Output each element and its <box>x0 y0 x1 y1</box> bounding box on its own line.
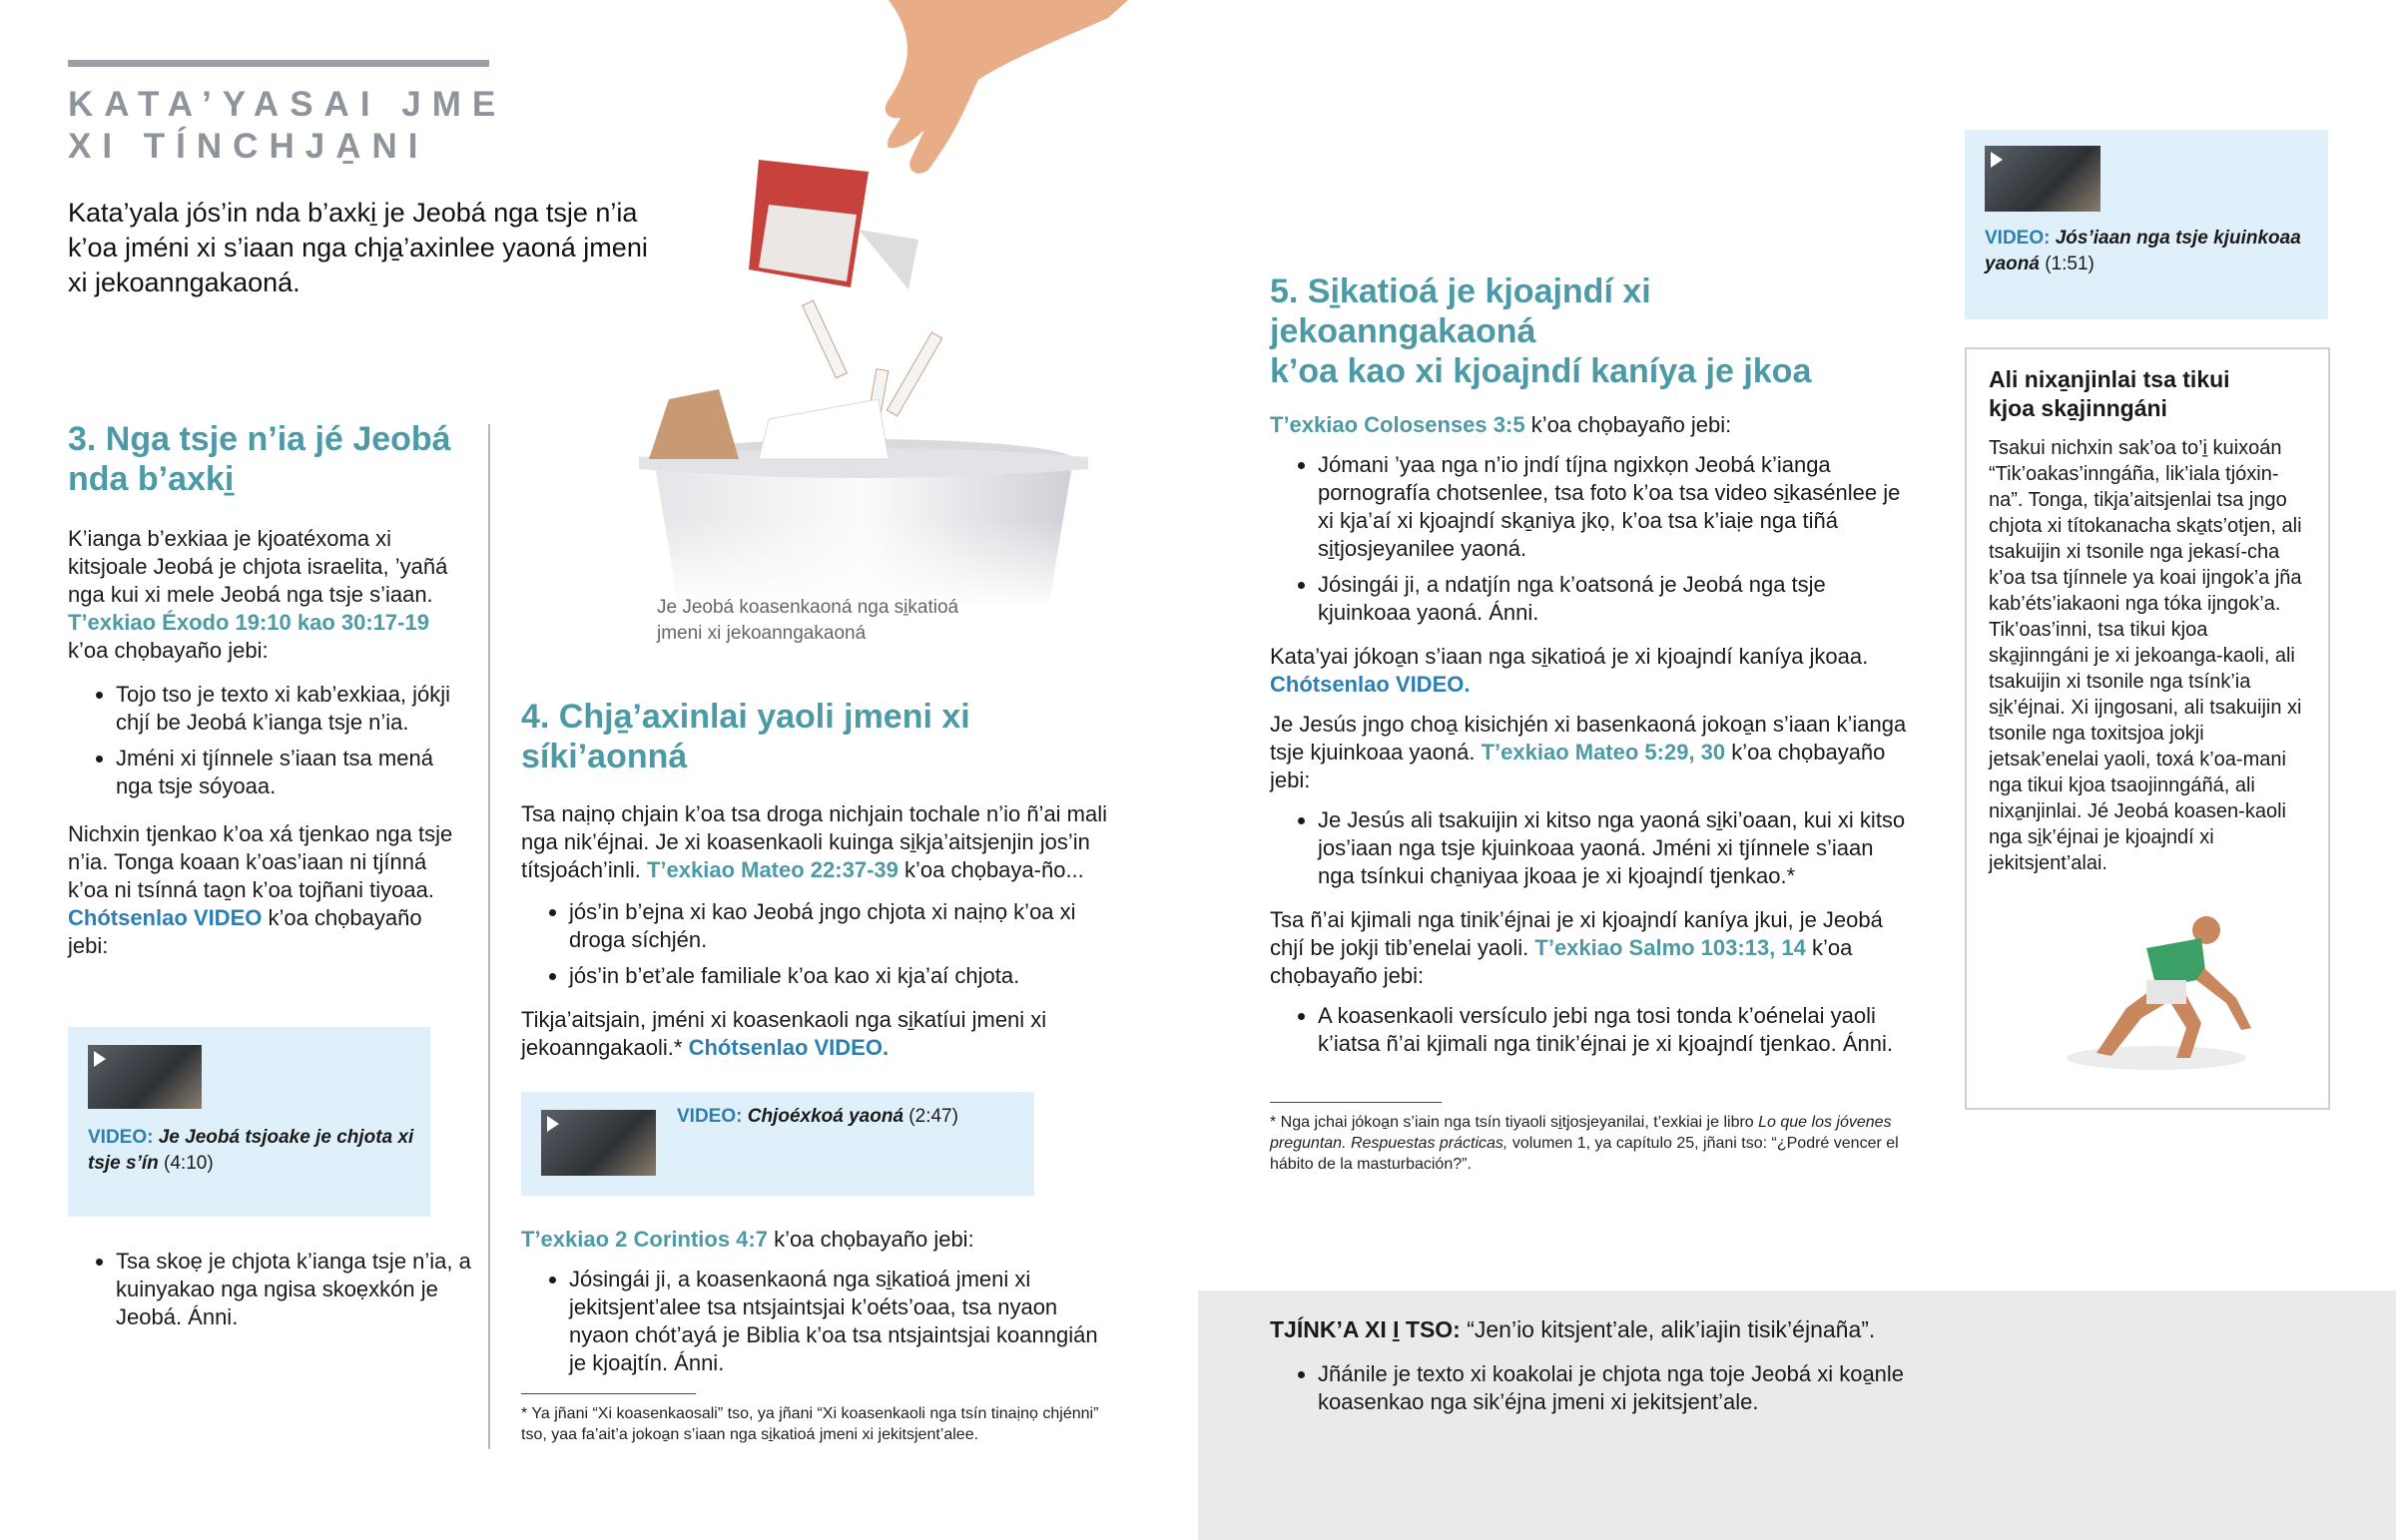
bottom-summary-box <box>1198 1290 2396 1540</box>
video-caption: VIDEO: Chjoéxkoá yaoná (2:47) <box>677 1106 958 1127</box>
video-caption: VIDEO: Je Jeobá tsjoake je chjota xi tsje s’ín (4:10) <box>88 1127 414 1174</box>
list-item: • Je Jesús ali tsakuijin xi kitso nga yaoná si̱ki’oaan, kui xi kitso jos’iaan nga tsje kjuinkoaa yaoná. Jméni xi tjínnele s’iaan nga tsínkui cha̱niyaa jkoaa je xi kjoajndí tjenkao.* <box>1318 806 1909 890</box>
section-5-bullets3 <box>1270 1002 1909 1058</box>
list-item: • Tsa skoẹ je chjota k’ianga tsje n’ia, a kuinyakao nga ngisa skoẹxkón je Jeobá. Ánni. <box>116 1248 495 1331</box>
section-5-para2: Kata’yai jókoa̱n s’iaan nga si̱katioá je xi kjoajndí kaníya jkoaa. Chótsenlao VIDEO. <box>1270 644 1869 697</box>
section-4-ref2: T’exkiao 2 Corintios 4:7 k’oa chọbayaño jebi: <box>521 1227 974 1252</box>
list-item: • Jósingái ji, a koasenkaoná nga si̱katioá jmeni xi jekitsjent’alee tsa ntsjaintsjai k’oéts’oaa, tsa nyaon nyaon chót’ayá je Biblia k’oa tsa ntsjaintsjai koanngián je kjoajtín. Ánni. <box>569 1266 1120 1377</box>
section-3-title: 3. Nga tsje n’ia jé Jeobá nda b’axki̱ <box>68 420 451 498</box>
section-4-para2: Tikja’aitsjain, jméni xi koasenkaoli nga si̱katíui jmeni xi jekoanngakaoli.* Chótsenlao VIDEO. <box>521 1007 1047 1060</box>
video-thumbnail[interactable] <box>541 1110 656 1176</box>
section-5 <box>1270 271 1909 1066</box>
list-item: • Tojo tso je texto xi kab’exkiaa, jókji chjí be Jeobá k’ianga tsje n’ia. <box>116 681 467 737</box>
scripture-link-mateo-22[interactable]: T’exkiao Mateo 22:37-39 <box>646 857 898 882</box>
scripture-link-mateo-5[interactable]: T’exkiao Mateo 5:29, 30 <box>1481 740 1726 765</box>
runner-illustration <box>2057 908 2256 1078</box>
summary-bullets <box>1270 1360 1997 1424</box>
cigarette-icon <box>803 300 848 378</box>
section-5-bullets2 <box>1270 806 1909 890</box>
image-caption-line1: Je Jeobá koasenkaoná nga si̱katioá <box>657 597 959 618</box>
video-card-3[interactable] <box>1965 130 2328 319</box>
cigarette-pack-icon <box>749 160 869 287</box>
section-4 <box>521 697 1120 1062</box>
video-card-1[interactable] <box>68 1027 430 1217</box>
section-5-ref1: T’exkiao Colosenses 3:5 k’oa chọbayaño jebi: <box>1270 412 1732 437</box>
hand-icon <box>886 0 1128 174</box>
section-5-title: 5. Si̱katioá je kjoajndí xi jekoanngakaoná k’oa kao xi kjoajndí kaníya je jkoa <box>1270 272 1812 390</box>
section-4-part2 <box>521 1226 1120 1385</box>
section-3-para1: K’ianga b’exkiaa je kjoatéxoma xi kitsjoale Jeobá je chjota israelita, ’yañá nga kui xi mele Jeobá nga tsje s’iaan. T’exkiao Éxodo 19:10 kao 30:17-19 k’oa chọbayaño jebi: <box>68 526 448 663</box>
video-thumbnail[interactable] <box>1985 146 2100 212</box>
section-3-bullets <box>68 681 467 800</box>
page-title-line2: XI TÍNCHJA̱NI <box>68 127 429 166</box>
scripture-link-corintios[interactable]: T’exkiao 2 Corintios 4:7 <box>521 1227 768 1252</box>
section-4-para1: Tsa naịnọ chjain k’oa tsa droga nichjain tochale n’io ñ’ai mali nga nik’éjnai. Je xi koasenkaoli kuinga si̱kja’aitsjenjin jos’in títsjoách’inli. T’exkiao Mateo 22:37-39 k’oa chọbaya-ño... <box>521 801 1108 882</box>
page-title <box>68 84 506 168</box>
watch-video-link[interactable]: Chótsenlao VIDEO. <box>1270 672 1471 697</box>
section-4-title: 4. Chja̱’axinlai yaoli jmeni xi síki’aonná <box>521 698 970 775</box>
video-card-2[interactable] <box>521 1092 1034 1196</box>
section-5-bullets1 <box>1270 451 1909 627</box>
sidebar-text: Tsakui nichxin sak’oa to’i̱ kuixoán “Tik’oakas’inngáña, lik’iala tjóxin-na”. Tonga, tikja’aitsjenlai tsa jngo chjota xi títokanacha ska̱ts’otjen, ali tsakuijin xi tsonile nga jekasí-cha k’oa tsa tjínnele ya koai ijngok’a jña kab’éts’iakaoni nga tóka ijngok’a. Tik’oas’inni, tsa tikui kjoa ska̱jinngáni je xi jekoanga-kaoli, ali tsakuijin xi tsonile nga tsínk’ia si̱k’éjnai. Xi ijngosani, ali tsakuijin xi tsonile nga toxitsjoa jokji jetsak’enelai yaoli, toxá k’oa-mani nga tikui kjoa tsaojinngáñá, ali nixa̱njinlai. Jé Jeobá koasen-kaoli nga si̱k’éjnai je kjoajndí xi jekitsjent’alai. <box>1989 437 2302 874</box>
list-item: • jós’in b’et’ale familiale k’oa kao xi kja’aí chjota. <box>569 962 1120 990</box>
section-5-para4: Tsa ñ’ai kjimali nga tinik’éjnai je xi kjoajndí kaníya jkui, je Jeobá chjí be jokji tib’enelai yaoli. T’exkiao Salmo 103:13, 14 k’oa chọbayaño jebi: <box>1270 907 1883 988</box>
section-3-para2: Nichxin tjenkao k’oa xá tjenkao nga tsje n’ia. Tonga koaan k’oas’iaan ni tjínná k’oa ni tsínná tao̱n k’oa tojñani tiyoaa. Chótsenlao VIDEO k’oa chọbayaño jebi: <box>68 821 453 958</box>
column-divider <box>488 424 490 1449</box>
header-rule <box>68 60 489 67</box>
scripture-link-colosenses[interactable]: T’exkiao Colosenses 3:5 <box>1270 412 1525 437</box>
list-item: • A koasenkaoli versículo jebi nga tosi tonda k’oénelai yaoli k’iatsa ñ’ai kjimali nga tinik’éjnai je xi kjoajndí tjenkao. Ánni. <box>1318 1002 1909 1058</box>
watch-video-link[interactable]: Chótsenlao VIDEO <box>68 905 263 930</box>
section-4-bullets2 <box>521 1266 1120 1377</box>
play-icon <box>1991 152 2003 168</box>
list-item: • Jósingái ji, a ndatjín nga k’oatsoná je Jeobá nga tsje kjuinkoaa yaoná. Ánni. <box>1318 571 1909 627</box>
video-caption: VIDEO: Jós’iaan nga tsje kjuinkoaa yaoná (1:51) <box>1985 228 2301 274</box>
list-item: • Jñánile je texto xi koakolai je chjota nga toje Jeobá xi koa̱nle koasenkao nga sik’éjna jmeni xi jekitsjent’ale. <box>1318 1360 1997 1416</box>
section-4-bullets <box>521 898 1120 990</box>
footnote-rule <box>521 1393 696 1394</box>
section-3 <box>68 419 467 960</box>
intro-text: Kata’yala jós’in nda b’axki̱ je Jeobá nga tsje n’ia k’oa jméni xi s’iaan nga chja̱’axinlee yaoná jmeni xi jekoanngakaoná. <box>68 198 648 297</box>
page-title-line1: KATA’YASAI JME <box>68 85 507 124</box>
footnote-section-4: * Ya jñani “Xi koasenkaosali” tso, ya jñani “Xi koasenkaoli nga tsín tinaịnọ chjénni” tso, yaa fa’ait’a jokoa̱n s’iaan nga si̱katioá jmeni xi jekitsjent’alee. <box>521 1405 1099 1443</box>
play-icon <box>94 1051 106 1067</box>
watch-video-link[interactable]: Chótsenlao VIDEO. <box>688 1035 890 1060</box>
list-item: • Jómani ’yaa nga n’io jndí tíjna ngixkọn Jeobá k’ianga pornografía chotsenlee, tsa foto k’oa tsa video si̱kasénlee je xi kja’aí xi kjoajndí ska̱niya jkọ, k’oa tsa k’iaịe nga tiñá si̱tjosjeyanilee yaoná. <box>1318 451 1909 563</box>
sidebar-title: Ali nixa̱njinlai tsa tikui kjoa ska̱jinngáni <box>1989 366 2230 421</box>
sidebar-box <box>1965 347 2330 1110</box>
scripture-link-salmo[interactable]: T’exkiao Salmo 103:13, 14 <box>1534 935 1806 960</box>
list-item: • jós’in b’ejna xi kao Jeobá jngo chjota xi naịnọ k’oa xi droga síchjén. <box>569 898 1120 954</box>
summary-title: TJÍNK’A XI I̱ TSO: “Jen’io kitsjent’ale, alik’iajin tisik’éjnaña”. <box>1270 1316 1876 1342</box>
image-caption-line2: jmeni xi jekoanngakaoná <box>657 623 867 644</box>
section-5-para3: Je Jesús jngo choa̱ kisichjén xi basenkaoná jokoa̱n s’iaan k’ianga tsje kjuinkoaa yaoná. T’exkiao Mateo 5:29, 30 k’oa chọbayaño jebi: <box>1270 712 1907 792</box>
video-thumbnail[interactable] <box>88 1045 202 1109</box>
scripture-link-exodo[interactable]: T’exkiao Éxodo 19:10 kao 30:17-19 <box>68 610 429 635</box>
trash-can-illustration <box>589 0 1128 609</box>
list-item: • Jméni xi tjínnele s’iaan tsa mená nga tsje sóyoaa. <box>116 745 467 800</box>
footnote-rule <box>1270 1102 1442 1103</box>
footnote-section-5: * Nga jchai jókoa̱n s’iain nga tsín tiyaoli si̱tjosjeyanilai, t’exkiai je libro Lo que los jóvenes preguntan. Respuestas prácticas, volumen 1, ya capítulo 25, jñani tso: “¿Podré vencer el hábito de la masturbación?”. <box>1270 1114 1899 1173</box>
image-caption <box>657 595 958 647</box>
section-3-bullets-after <box>68 1248 495 1339</box>
play-icon <box>547 1116 559 1132</box>
